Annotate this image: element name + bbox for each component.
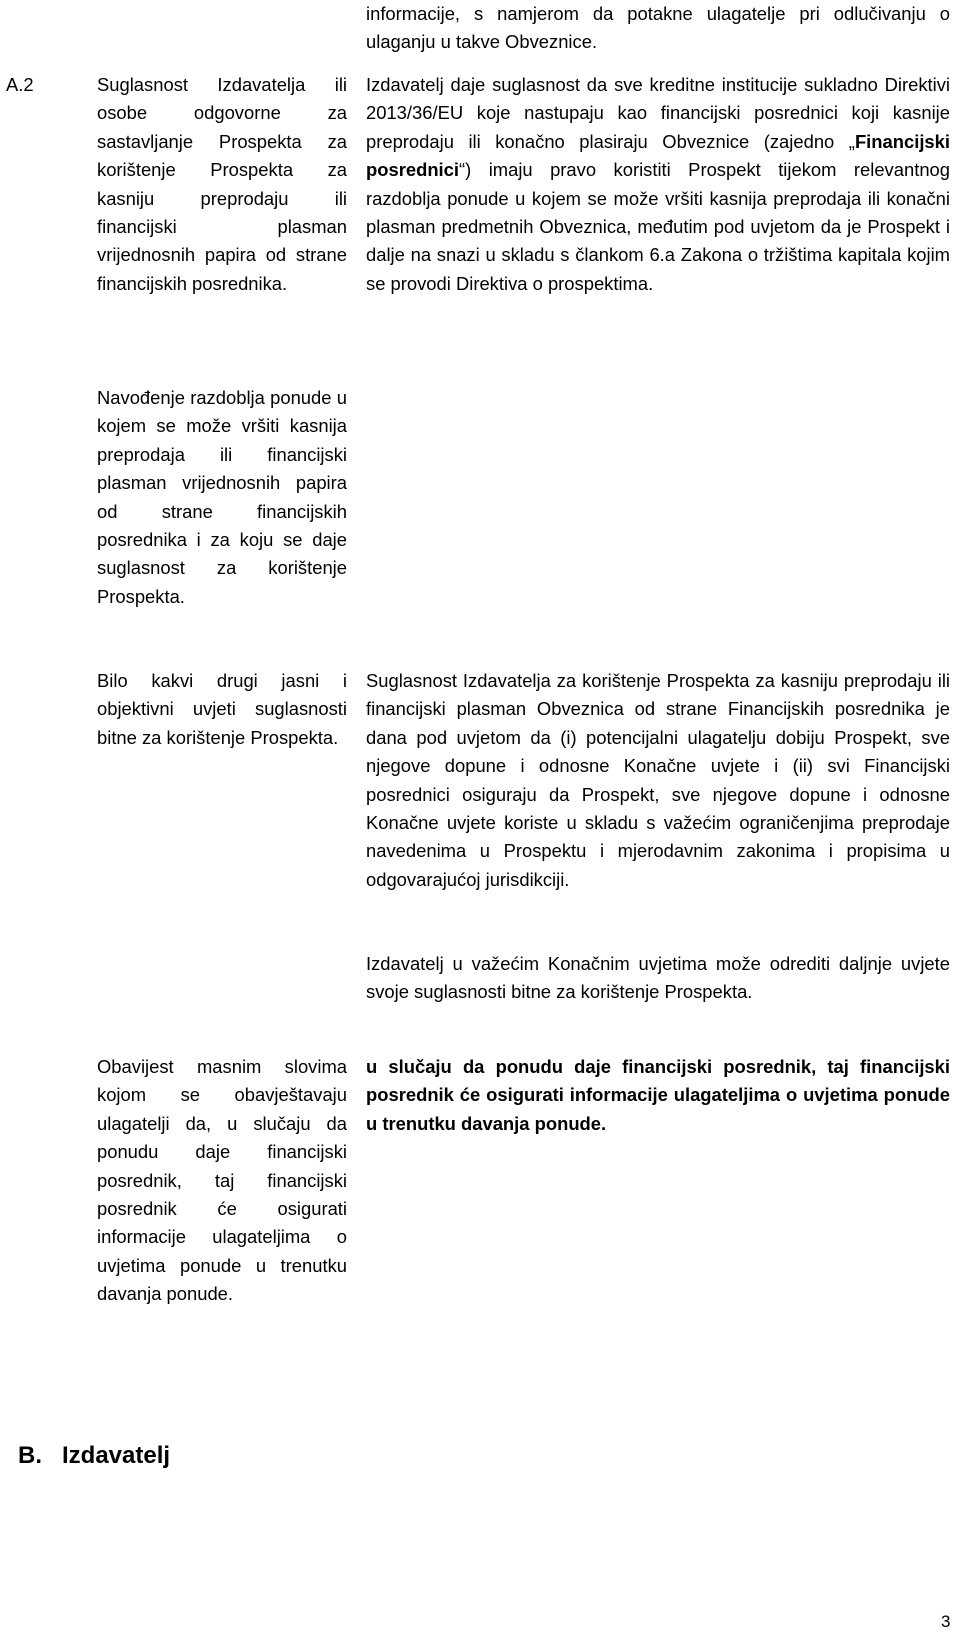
- consent-statement: [366, 71, 950, 298]
- consent-statement-text: Izdavatelj daje suglasnost da sve kreditne institucije sukladno Direktivi 2013/36/EU koje nastupaju kao financijski posrednici koji kasnije preprodaju ili konačno plasiraju Obveznice (zajedno „: [366, 74, 950, 152]
- bold-investor-notice: u slučaju da ponudu daje financijski posrednik, taj financijski posrednik će osigurati informacije ulagateljima o uvjetima ponude u trenutku davanja ponude.: [366, 1056, 950, 1134]
- page-number: 3: [941, 1612, 951, 1631]
- section-heading-number: B.: [18, 1442, 42, 1469]
- defined-term-financial-intermediaries: Financijski posrednici: [366, 130, 950, 181]
- continued-paragraph: informacije, s namjerom da potakne ulagatelje pri odlučivanju o ulaganju u takve Obveznice.: [366, 3, 950, 53]
- requirement-offer-period-label: Navođenje razdoblja ponude u kojem se može vršiti kasnija preprodaja ili financijski plasman vrijednosnih papira od strane financijskih posrednika i za koju se daje suglasnost za korištenje Prospekta.: [97, 387, 347, 607]
- conditions-paragraph-1: Suglasnost Izdavatelja za korištenje Prospekta za kasniju preprodaju ili financijski plasman Obveznica od strane Financijskih posrednika je dana pod uvjetom da (i) potencijalni ulagatelju dobiju Prospekt, sve njegove dopune i odnosne Konačne uvjete i (ii) svi Financijski posrednici osiguraju da Prospekt, sve njegove dopune i odnosne Konačne uvjete koriste u skladu s važećim ograničenjima preprodaje navedenima u Prospektu i mjerodavnim zakonima i propisima u odgovarajućoj jurisdikciji.: [366, 670, 950, 890]
- section-heading-b: [18, 1441, 170, 1471]
- requirement-bold-notice-label: Obavijest masnim slovima kojom se obavještavaju ulagatelji da, u slučaju da ponudu daje financijski posrednik, taj financijski posrednik će osigurati informacije ulagateljima o uvjetima ponude u trenutku davanja ponude.: [97, 1056, 347, 1305]
- requirement-other-conditions-label: Bilo kakvi drugi jasni i objektivni uvjeti suglasnosti bitne za korištenje Prospekta.: [97, 670, 347, 748]
- section-number-a2: A.2: [6, 74, 34, 95]
- section-heading-title: Izdavatelj: [62, 1442, 171, 1469]
- consent-statement-text-cont: “) imaju pravo koristiti Prospekt tijekom relevantnog razdoblja ponude u kojem se može vršiti kasnija preprodaja ili konačni plasman predmetnih Obveznica, međutim pod uvjetom da je Prospekt i dalje na snazi u skladu s člankom 6.a Zakona o tržištima kapitala kojim se provodi Direktiva o prospektima.: [366, 159, 950, 294]
- conditions-paragraph-2: Izdavatelj u važećim Konačnim uvjetima može odrediti daljnje uvjete svoje suglasnosti bitne za korištenje Prospekta.: [366, 953, 950, 1003]
- requirement-consent-label: Suglasnost Izdavatelja ili osobe odgovorne za sastavljanje Prospekta za korištenje Prospekta za kasniju preprodaju ili financijski plasman vrijednosnih papira od strane financijskih posrednika.: [97, 74, 347, 294]
